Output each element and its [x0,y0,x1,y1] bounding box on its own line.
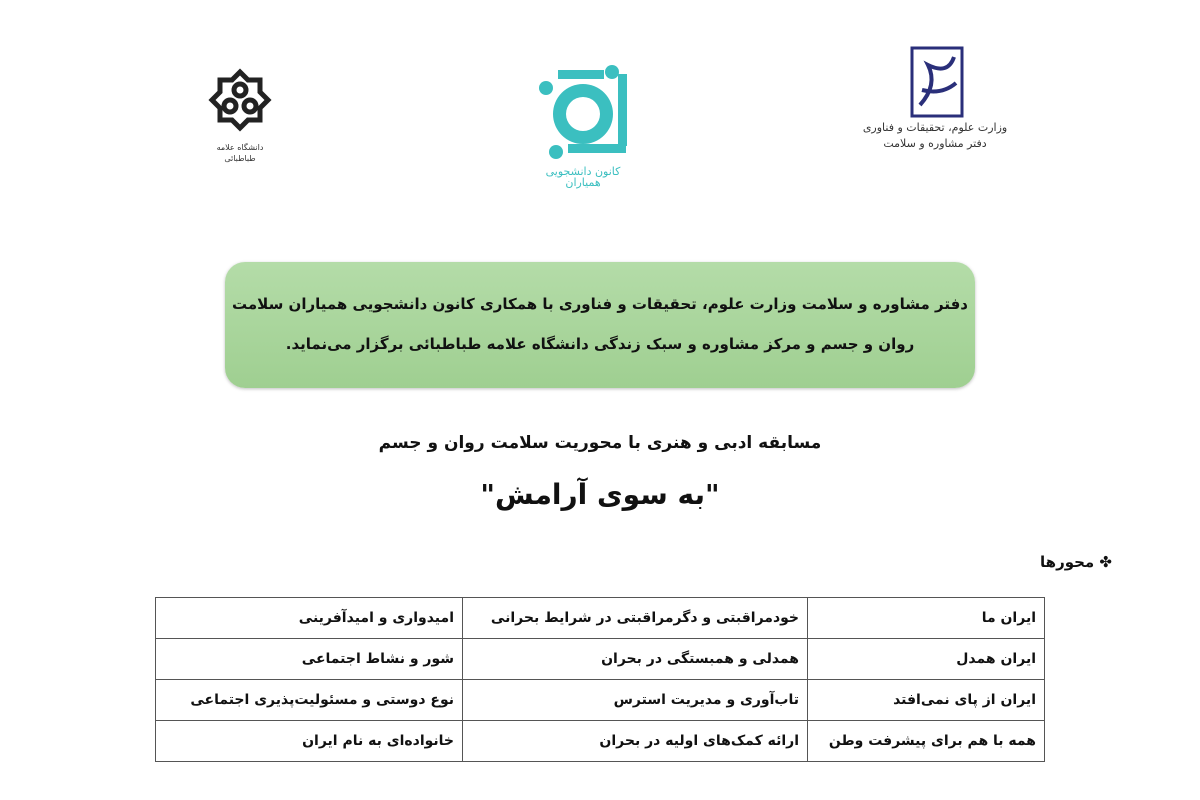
table-cell: نوع دوستی و مسئولیت‌پذیری اجتماعی [156,680,463,721]
table-cell: ایران ما [808,598,1045,639]
hamyaran-logo [528,62,638,188]
ministry-line1: وزارت علوم، تحقیقات و فناوری [862,121,1008,134]
hamyaran-logo-text: کانون دانشجویی همیاران [545,165,621,189]
hamyaran-emblem-icon [528,62,638,162]
axes-heading-text: محورها [1040,553,1095,571]
table-cell: ایران همدل [808,639,1045,680]
announcement-line2: روان و جسم و مرکز مشاوره و سبک زندگی دانشگاه علامه طباطبائی برگزار می‌نماید. [285,335,915,353]
competition-title: مسابقه ادبی و هنری با محوریت سلامت روان و جسم [378,433,822,453]
university-logo-text: دانشگاه علامه طباطبائی [216,143,264,163]
ministry-calligraphy-icon [908,45,968,120]
axes-table [155,597,1045,762]
university-logo [208,68,272,164]
university-emblem-icon [208,68,272,138]
announcement-line1: دفتر مشاوره و سلامت وزارت علوم، تحقیقات و فناوری با همکاری کانون دانشجویی همیاران سلامت [232,295,968,313]
table-cell: شور و نشاط اجتماعی [156,639,463,680]
announcement-box [225,262,975,388]
ministry-line2: دفتر مشاوره و سلامت [883,137,987,150]
table-cell: ارائه کمک‌های اولیه در بحران [463,721,808,762]
bullet-icon: ✤ [1094,553,1112,571]
table-cell: خانواده‌ای به نام ایران [156,721,463,762]
table-row [156,721,1045,762]
table-cell: همدلی و همبستگی در بحران [463,639,808,680]
table-row [156,680,1045,721]
axes-heading [1040,553,1112,571]
table-cell: تاب‌آوری و مدیریت استرس [463,680,808,721]
ministry-logo [860,45,1010,152]
table-cell: همه با هم برای پیشرفت وطن [808,721,1045,762]
table-cell: امیدواری و امیدآفرینی [156,598,463,639]
table-row [156,639,1045,680]
table-cell: خودمراقبتی و دگرمراقبتی در شرایط بحرانی [463,598,808,639]
table-row [156,598,1045,639]
competition-subtitle: "به سوی آرامش" [480,478,720,511]
table-cell: ایران از پای نمی‌افتد [808,680,1045,721]
